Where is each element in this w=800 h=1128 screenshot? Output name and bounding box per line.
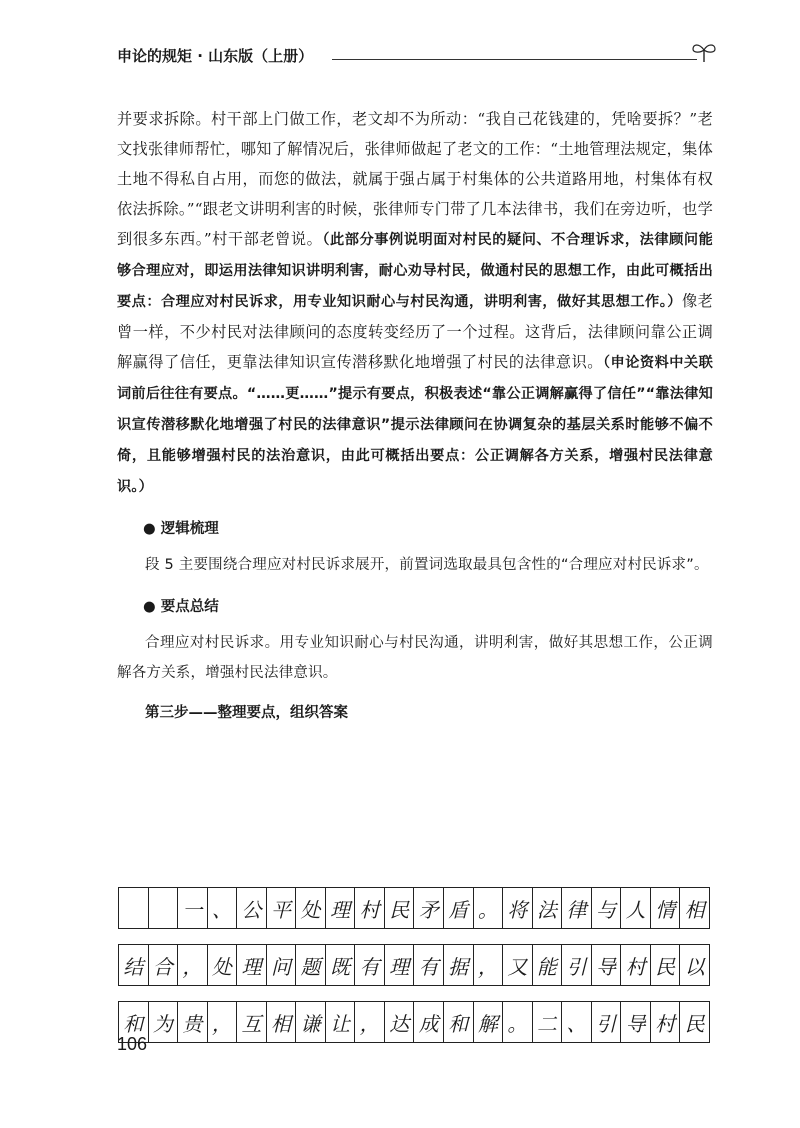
grid-cell: 题 [296,945,326,985]
header-rule [332,59,697,60]
grid-cell: 理 [326,888,356,928]
grid-cell: 处 [296,888,326,928]
answer-grid [118,887,710,1058]
grid-row [118,887,710,929]
grid-cell: 。 [503,1002,533,1042]
grid-cell: 贵 [178,1002,208,1042]
grid-cell: 。 [474,888,504,928]
grid-cell: 将 [503,888,533,928]
grid-cell: 与 [592,888,622,928]
grid-cell: 互 [237,1002,267,1042]
grid-cell [119,888,149,928]
grid-cell: 、 [208,888,238,928]
grid-cell: 达 [385,1002,415,1042]
grid-cell: 既 [326,945,356,985]
grid-cell: 导 [621,1002,651,1042]
grid-cell: 结 [119,945,149,985]
book-title: 申论的规矩 · 山东版（上册） [117,47,314,65]
grid-cell: 矛 [414,888,444,928]
analysis-note: （此部分事例说明面对村民的疑问、不合理诉求，法律顾问能够合理应对，即运用法律知识讲明利害，耐心劝导村民，做通村民的思想工作，由此可概括出要点：合理应对村民诉求，用专业知识耐心与村民沟通，讲明利害，做好其思想工作。） [117,232,713,310]
step-heading: 第三步——整理要点，组织答案 [145,705,348,721]
grid-row [118,1001,710,1043]
main-text [117,104,713,728]
grid-cell: 民 [684,1011,705,1036]
grid-cell: 问 [267,945,297,985]
grid-cell [149,888,179,928]
logic-heading: ● 逻辑梳理 [143,521,219,537]
sprout-icon [691,40,717,64]
grid-cell: 成 [414,1002,444,1042]
grid-cell: 理 [385,945,415,985]
grid-cell: 据 [444,945,474,985]
grid-cell: ， [178,945,208,985]
grid-cell: 二 [533,1002,563,1042]
grid-cell: 民 [651,945,681,985]
page-number: 106 [117,1034,148,1054]
grid-cell: ， [474,945,504,985]
grid-cell: ， [355,1002,385,1042]
grid-cell: 村 [621,945,651,985]
grid-cell: 处 [208,945,238,985]
grid-cell: 一 [178,888,208,928]
grid-cell: 盾 [444,888,474,928]
grid-cell: 情 [651,888,681,928]
grid-cell: 民 [385,888,415,928]
running-header [117,40,717,70]
summary-heading: ● 要点总结 [143,599,219,615]
grid-cell: 让 [326,1002,356,1042]
analysis-note-2: （申论资料中关联词前后往往有要点。“……更……”提示有要点，积极表述“靠公正调解赢得了信任”“靠法律知识宣传潜移默化地增强了村民的法律意识”提示法律顾问在协调复杂的基层关系时能够不偏不倚，且能够增强村民的法治意识，由此可概括出要点：公正调解各方关系，增强村民法律意识。） [117,355,713,495]
grid-cell: 公 [237,888,267,928]
grid-cell: 、 [562,1002,592,1042]
grid-cell: 和 [119,1002,149,1042]
grid-cell: 法 [533,888,563,928]
paragraph-text-tail: 像老曾一样，不少村民对法律顾问的态度转变经历了一个过程。这背后，法律顾问靠公正调解赢得了信任，更靠法律知识宣传潜移默化地增强了村民的法律意识。 [117,292,714,371]
grid-cell: ， [208,1002,238,1042]
grid-cell: 谦 [296,1002,326,1042]
grid-cell: 引 [562,945,592,985]
grid-cell: 律 [562,888,592,928]
grid-cell: 解 [474,1002,504,1042]
paragraph-text: 并要求拆除。村干部上门做工作，老文却不为所动：“我自己花钱建的，凭啥要拆？”老文找张律师帮忙，哪知了解情况后，张律师做起了老文的工作：“土地管理法规定，集体土地不得私自占用，而您的做法，就属于强占属于村集体的公共道路用地，村集体有权依法拆除。”“跟老文讲明利害的时候，张律师专门带了几本法律书，我们在旁边听，也学到很多东西。”村干部老曾说。 [117,110,713,248]
grid-cell: 有 [414,945,444,985]
grid-cell: 引 [592,1002,622,1042]
grid-row [118,944,710,986]
grid-cell: 以 [684,954,705,979]
grid-cell: 平 [267,888,297,928]
grid-cell: 为 [149,1002,179,1042]
grid-cell: 导 [592,945,622,985]
grid-cell: 村 [651,1002,681,1042]
grid-cell: 人 [621,888,651,928]
summary-text: 合理应对村民诉求。用专业知识耐心与村民沟通，讲明利害，做好其思想工作，公正调解各方关系，增强村民法律意识。 [117,635,713,681]
grid-cell: 村 [355,888,385,928]
grid-cell: 相 [267,1002,297,1042]
grid-cell: 能 [533,945,563,985]
grid-cell: 和 [444,1002,474,1042]
grid-cell: 合 [149,945,179,985]
grid-cell: 相 [684,897,705,922]
logic-text: 段 5 主要围绕合理应对村民诉求展开，前置词选取最具包含性的“合理应对村民诉求”。 [145,557,709,573]
body-paragraph [117,104,713,502]
grid-cell: 理 [237,945,267,985]
grid-cell: 又 [503,945,533,985]
grid-cell: 有 [355,945,385,985]
